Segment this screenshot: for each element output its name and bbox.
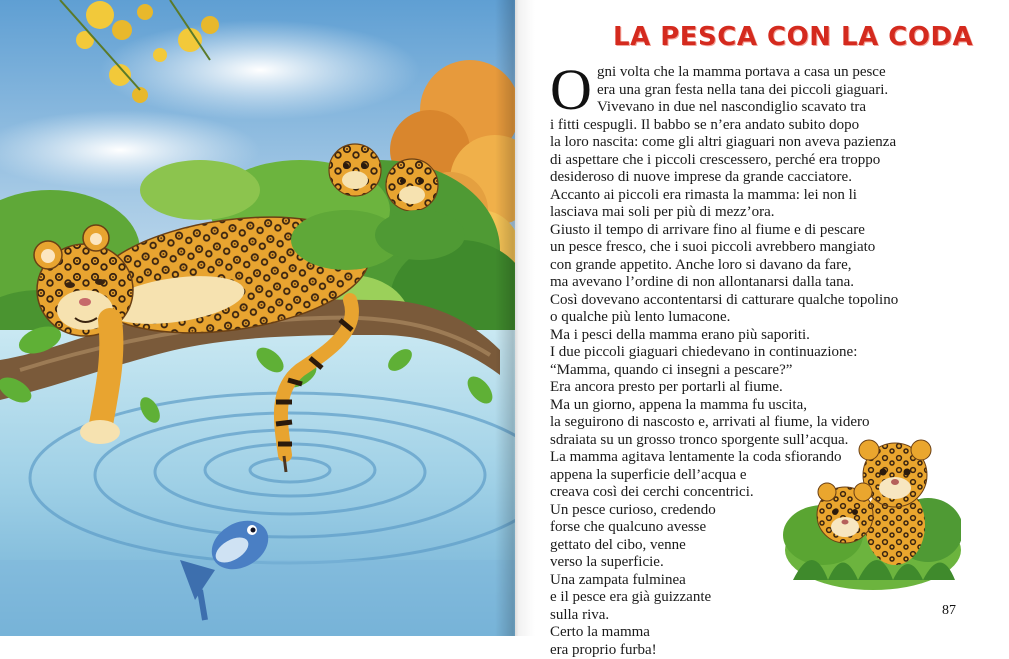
story-line: lasciava mai soli per più di mezz’ora. bbox=[550, 204, 990, 222]
story-line: era una gran festa nella tana dei piccoli giaguari. bbox=[550, 82, 990, 100]
story-line: verso la superficie. bbox=[550, 554, 990, 572]
story-line: con grande appetito. Anche loro si davano da fare, bbox=[550, 257, 990, 275]
story-line: o qualche più lento lumacone. bbox=[550, 309, 990, 327]
story-line: ma avevano l’ordine di non allontanarsi dalla tana. bbox=[550, 274, 990, 292]
story-line: e il pesce era già guizzante bbox=[550, 589, 990, 607]
story-line: Ma i pesci della mamma erano più saporiti. bbox=[550, 327, 990, 345]
story-line: “Mamma, quando ci insegni a pescare?” bbox=[550, 362, 990, 380]
story-line: forse che qualcuno avesse bbox=[550, 519, 990, 537]
story-line: La mamma agitava lentamente la coda sfiorando bbox=[550, 449, 990, 467]
drop-cap: O bbox=[550, 62, 592, 118]
story-line: sdraiata su un grosso tronco sporgente sull’acqua. bbox=[550, 432, 990, 450]
story-line: gettato del cibo, venne bbox=[550, 537, 990, 555]
jaguar-cubs-vignette bbox=[783, 430, 961, 590]
story-page bbox=[535, 0, 1009, 636]
story-line: creava così dei cerchi concentrici. bbox=[550, 484, 990, 502]
story-line: Un pesce curioso, credendo bbox=[550, 502, 990, 520]
story-line: Così dovevano accontentarsi di catturare qualche topolino bbox=[550, 292, 990, 310]
story-line: Vivevano in due nel nascondiglio scavato tra bbox=[550, 99, 990, 117]
story-line: la seguirono di nascosto e, arrivati al fiume, la videro bbox=[550, 414, 990, 432]
story-line: di aspettare che i piccoli crescessero, perché era troppo bbox=[550, 152, 990, 170]
story-line: la loro nascita: come gli altri giaguari non aveva pazienza bbox=[550, 134, 990, 152]
story-line: Accanto ai piccoli era rimasta la mamma: lei non li bbox=[550, 187, 990, 205]
story-line: Ma un giorno, appena la mamma fu uscita, bbox=[550, 397, 990, 415]
jaguar-fishing-illustration bbox=[0, 0, 515, 636]
story-line: Era ancora presto per portarli al fiume. bbox=[550, 379, 990, 397]
story-line: Una zampata fulminea bbox=[550, 572, 990, 590]
story-line: appena la superficie dell’acqua e bbox=[550, 467, 990, 485]
cloud bbox=[100, 20, 420, 120]
story-line: i fitti cespugli. Il babbo se n’era andato subito dopo bbox=[550, 117, 990, 135]
page-number: 87 bbox=[942, 603, 956, 619]
story-line: sulla riva. bbox=[550, 607, 990, 625]
story-line: I due piccoli giaguari chiedevano in continuazione: bbox=[550, 344, 990, 362]
story-title: LA PESCA CON LA CODA bbox=[613, 22, 933, 52]
story-line: era proprio furba! bbox=[550, 642, 990, 659]
story-line: un pesce fresco, che i suoi piccoli avrebbero mangiato bbox=[550, 239, 990, 257]
story-line: Certo la mamma bbox=[550, 624, 990, 642]
story-line: Giusto il tempo di arrivare fino al fiume e di pescare bbox=[550, 222, 990, 240]
story-line: desideroso di nuove imprese da grande cacciatore. bbox=[550, 169, 990, 187]
story-line: gni volta che la mamma portava a casa un pesce bbox=[550, 64, 990, 82]
